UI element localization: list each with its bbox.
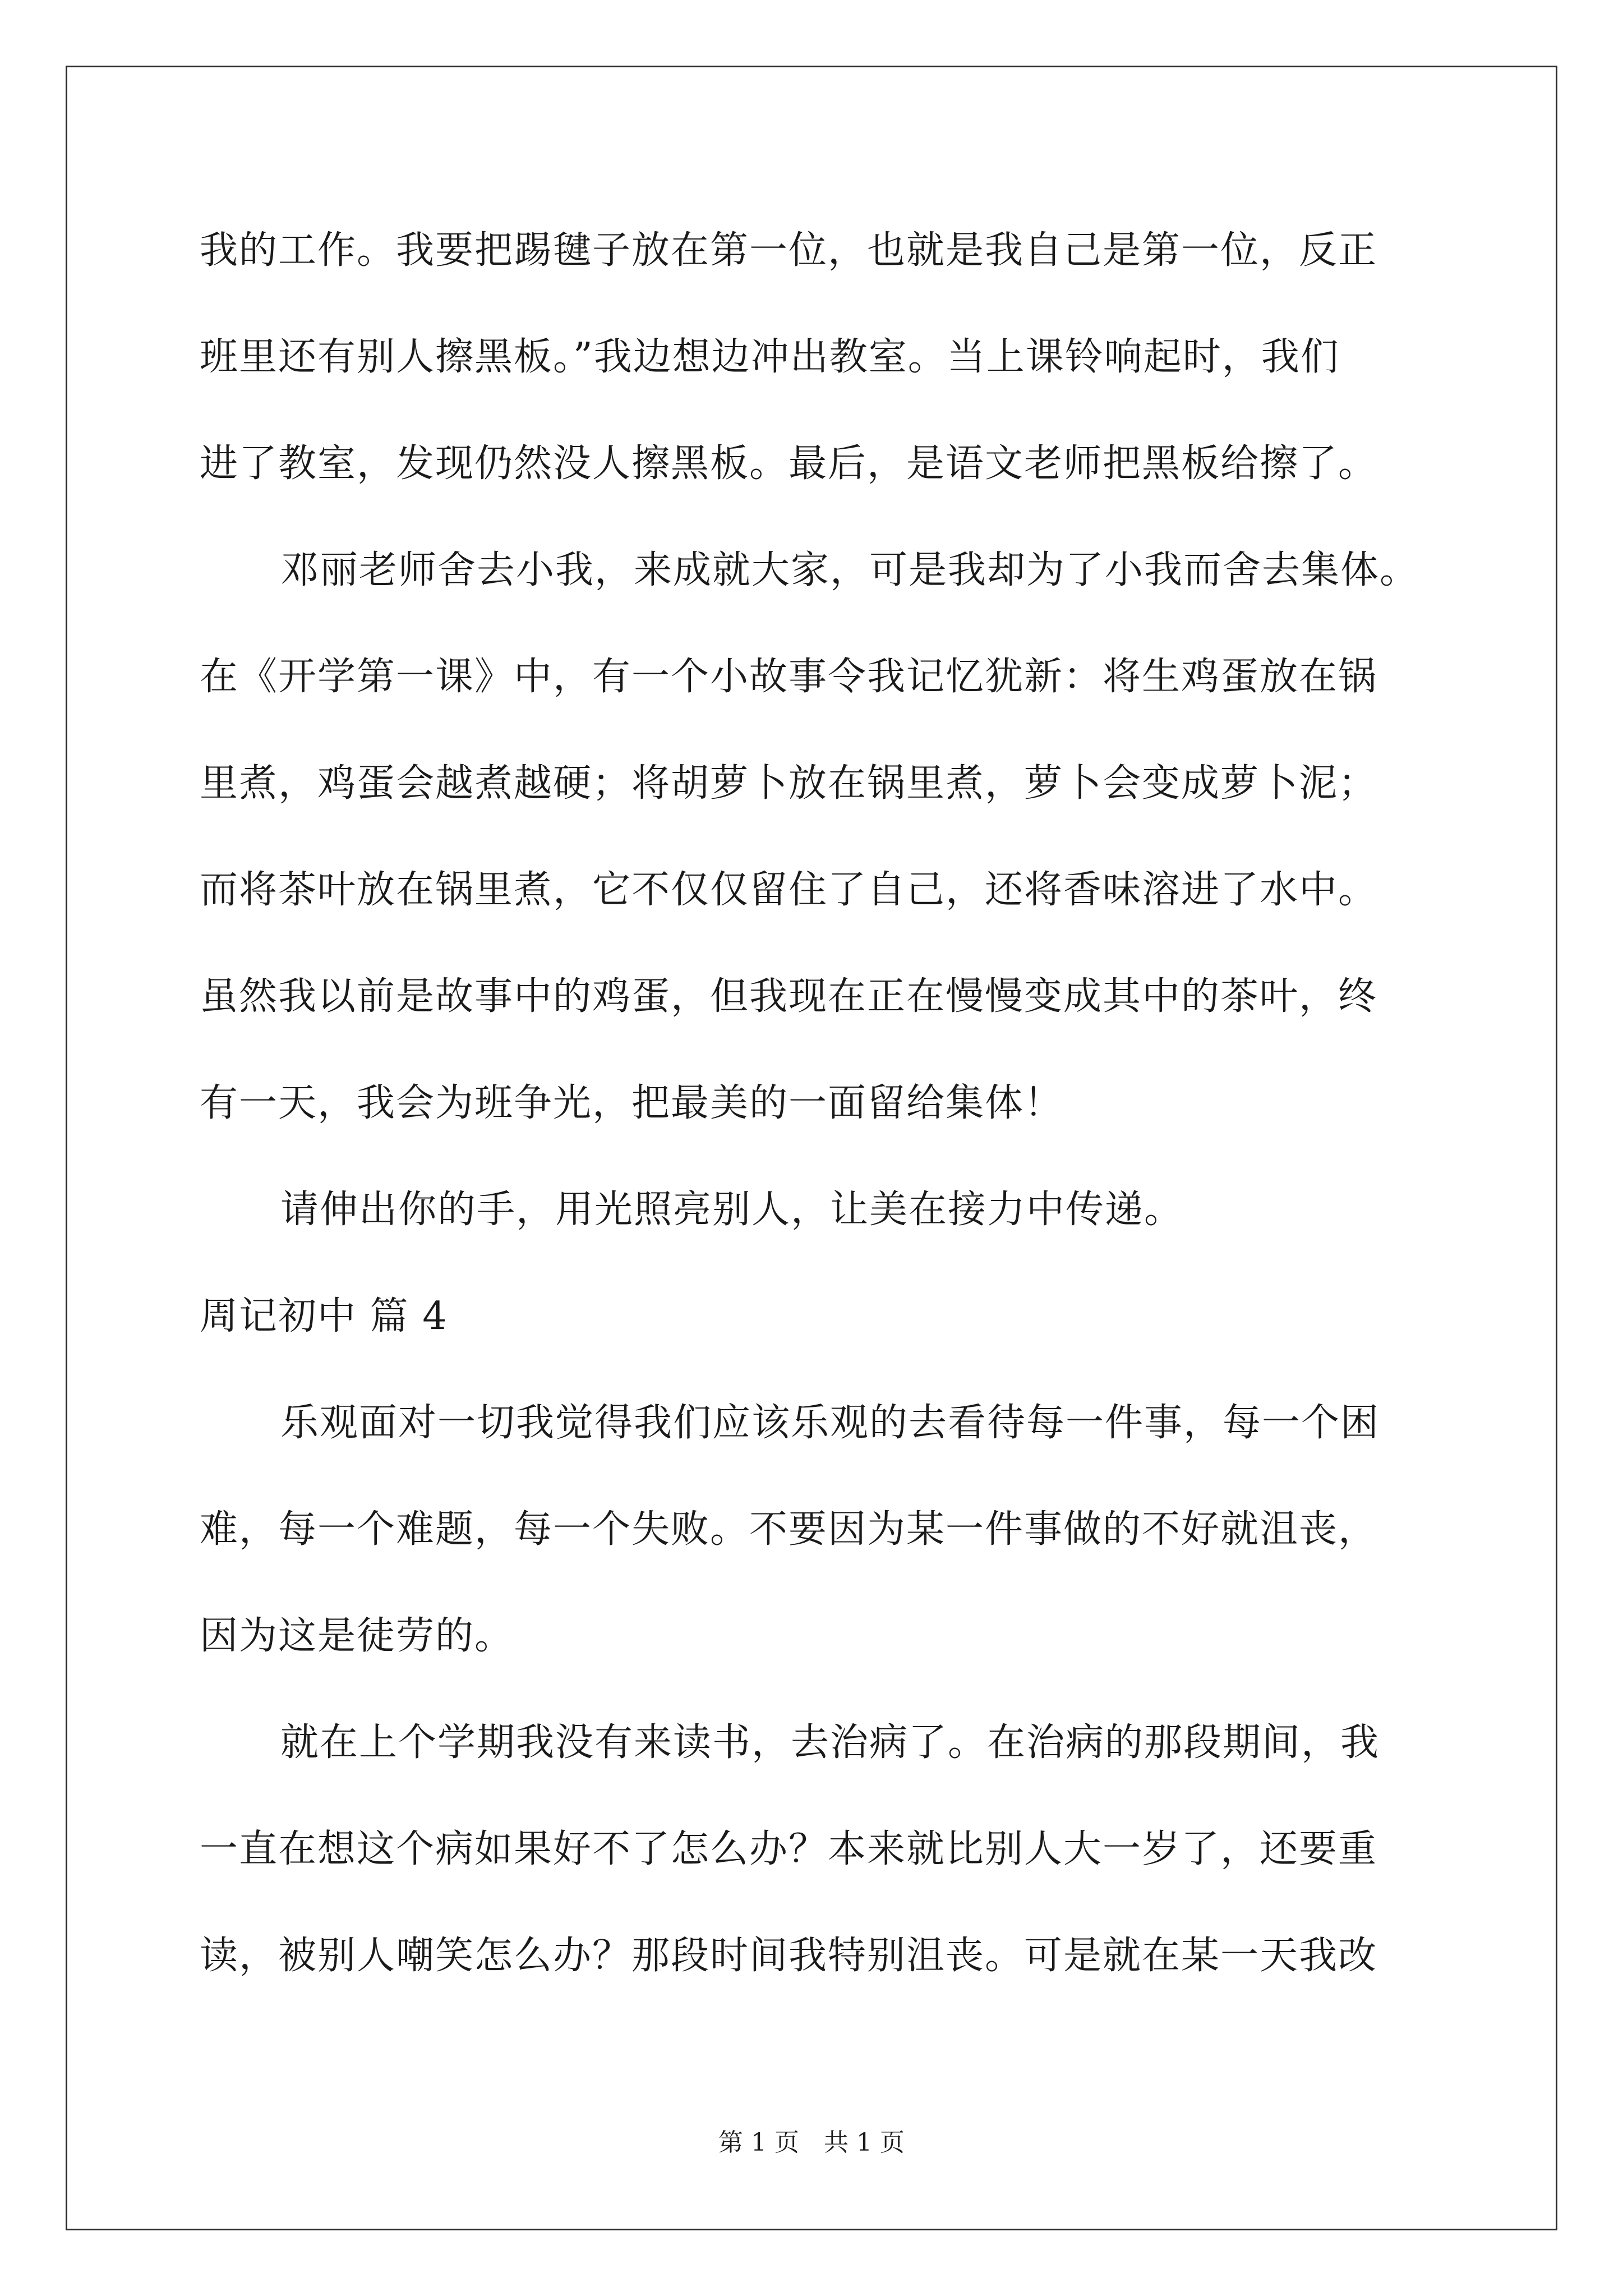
text-line: 而将茶叶放在锅里煮，它不仅仅留住了自己，还将香味溶进了水中。	[200, 868, 1378, 912]
text-line: 班里还有别人擦黑板。”我边想边冲出教室。当上课铃响起时，我们	[200, 335, 1340, 379]
section-heading: 周记初中 篇 4	[200, 1294, 448, 1338]
text-line: 读，被别人嘲笑怎么办？那段时间我特别沮丧。可是就在某一天我改	[200, 1934, 1378, 1978]
paragraph-first-line: 请伸出你的手，用光照亮别人，让美在接力中传递。	[280, 1188, 1184, 1232]
text-line: 在《开学第一课》中，有一个小故事令我记忆犹新：将生鸡蛋放在锅	[200, 655, 1378, 699]
text-line: 里煮，鸡蛋会越煮越硬；将胡萝卜放在锅里煮，萝卜会变成萝卜泥；	[200, 761, 1378, 806]
paragraph-first-line: 乐观面对一切我觉得我们应该乐观的去看待每一件事，每一个困	[280, 1401, 1380, 1445]
text-line: 一直在想这个病如果好不了怎么办？本来就比别人大一岁了，还要重	[200, 1827, 1378, 1871]
text-line: 我的工作。我要把踢毽子放在第一位，也就是我自己是第一位，反正	[200, 228, 1378, 273]
text-line: 因为这是徒劳的。	[200, 1614, 514, 1658]
page-footer	[0, 2128, 1623, 2157]
text-line: 虽然我以前是故事中的鸡蛋，但我现在正在慢慢变成其中的茶叶，终	[200, 974, 1378, 1019]
page-number: 第 1 页	[718, 2128, 799, 2157]
paragraph-first-line: 邓丽老师舍去小我，来成就大家，可是我却为了小我而舍去集体。	[280, 548, 1419, 592]
text-line: 进了教室，发现仍然没人擦黑板。最后，是语文老师把黑板给擦了。	[200, 441, 1378, 486]
page-border	[66, 66, 1557, 2230]
page-total: 共 1 页	[824, 2128, 905, 2157]
text-line: 有一天，我会为班争光，把最美的一面留给集体！	[200, 1081, 1064, 1125]
paragraph-first-line: 就在上个学期我没有来读书，去治病了。在治病的那段期间，我	[280, 1720, 1380, 1765]
text-line: 难，每一个难题，每一个失败。不要因为某一件事做的不好就沮丧，	[200, 1507, 1378, 1552]
